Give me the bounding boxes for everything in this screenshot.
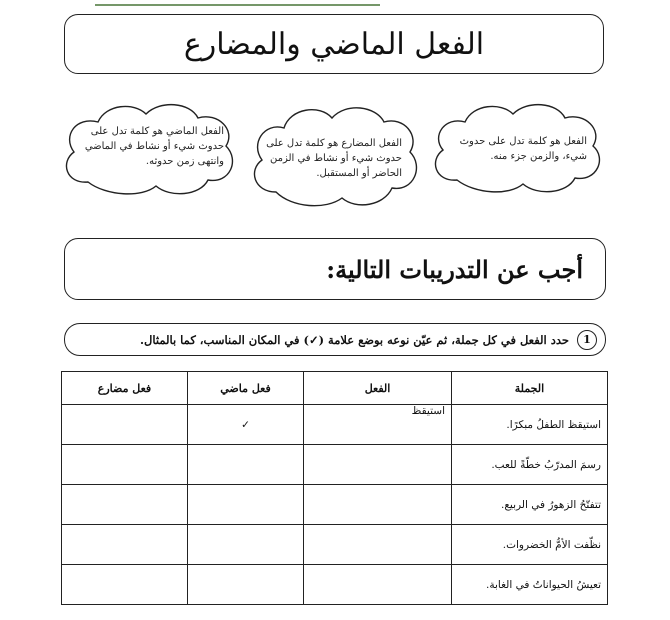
past-cell[interactable]: ✓ <box>188 405 304 445</box>
sentence-cell: استيقظ الطفلُ مبكرًا. <box>452 405 608 445</box>
exercises-heading-box <box>64 238 606 300</box>
top-decoration-strip <box>95 0 380 6</box>
cloud-line: الحاضر أو المستقبل. <box>316 168 402 179</box>
sentence-cell: رسمَ المدرّبُ خطّةً للعب. <box>452 445 608 485</box>
header-verb: الفعل <box>304 372 452 405</box>
question-box <box>64 323 606 356</box>
cloud-line: الفعل هو كلمة تدل على حدوث <box>459 136 587 147</box>
definition-cloud-present <box>248 100 418 212</box>
definition-cloud-verb <box>427 98 605 196</box>
cloud-line: حدوث شيء أو نشاط في الماضي <box>84 141 224 152</box>
present-cell[interactable] <box>62 405 188 445</box>
verb-cell[interactable]: استيقظ <box>304 405 452 445</box>
present-cell[interactable] <box>62 485 188 525</box>
header-sentence: الجملة <box>452 372 608 405</box>
sentence-cell: نظّفت الأمُّ الخضروات. <box>452 525 608 565</box>
table-row <box>62 405 608 445</box>
verb-cell[interactable] <box>304 445 452 485</box>
cloud-line: الفعل الماضي هو كلمة تدل على <box>90 126 224 137</box>
past-cell[interactable] <box>188 525 304 565</box>
present-cell[interactable] <box>62 445 188 485</box>
title-box <box>64 14 604 74</box>
exercises-heading: أجب عن التدريبات التالية: <box>326 254 583 284</box>
cloud-line: حدوث شيء أو نشاط في الزمن <box>269 153 402 164</box>
table-row <box>62 565 608 605</box>
sentence-cell: تتفتّحُ الزهورُ في الربيع. <box>452 485 608 525</box>
verb-cell[interactable] <box>304 485 452 525</box>
definition-cloud-past <box>58 98 240 198</box>
header-present: فعل مضارع <box>62 372 188 405</box>
table-header-row <box>62 372 608 405</box>
cloud-line: شيء، والزمن جزء منه. <box>490 151 587 162</box>
present-cell[interactable] <box>62 525 188 565</box>
cloud-line: الفعل المضارع هو كلمة تدل على <box>266 138 402 149</box>
past-cell[interactable] <box>188 485 304 525</box>
present-cell[interactable] <box>62 565 188 605</box>
verbs-table <box>61 371 608 605</box>
cloud-line: وانتهى زمن حدوثه. <box>145 156 224 167</box>
question-number: 1 <box>577 330 597 350</box>
table-row <box>62 445 608 485</box>
table-row <box>62 525 608 565</box>
past-cell[interactable] <box>188 445 304 485</box>
verb-cell[interactable] <box>304 565 452 605</box>
page-title: الفعل الماضي والمضارع <box>183 26 485 62</box>
table-row <box>62 485 608 525</box>
sentence-cell: تعيشُ الحيواناتُ في الغابة. <box>452 565 608 605</box>
past-cell[interactable] <box>188 565 304 605</box>
header-past: فعل ماضي <box>188 372 304 405</box>
question-text: حدد الفعل في كل جملة، ثم عيّن نوعه بوضع علامة (✓) في المكان المناسب، كما بالمثال. <box>139 332 569 347</box>
verb-cell[interactable] <box>304 525 452 565</box>
